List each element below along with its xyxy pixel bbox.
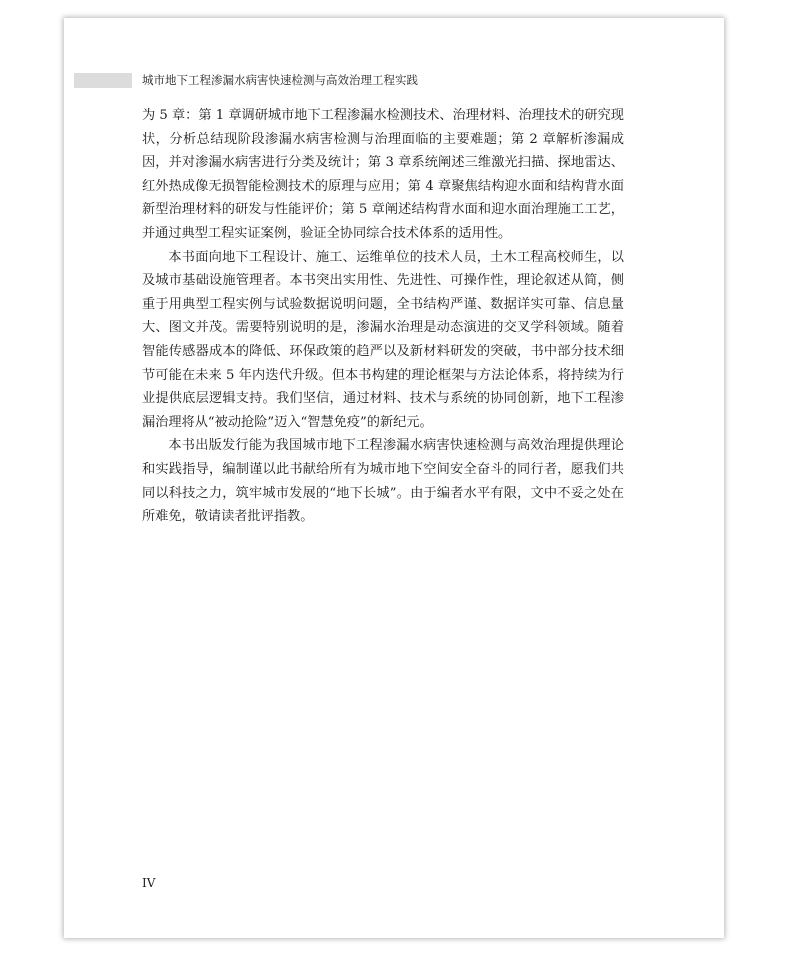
- header-bar: [74, 73, 132, 88]
- page-number: IV: [142, 876, 156, 890]
- paragraph: 本书出版发行能为我国城市地下工程渗漏水病害快速检测与高效治理提供理论和实践指导，编制谨以此书献给所有为城市地下空间安全奋斗的同行者，愿我们共同以科技之力，筑牢城市发展的“地下长城”。由于编者水平有限，文中不妥之处在所难免，敬请读者批评指教。: [142, 438, 624, 525]
- paragraph: 为 5 章：第 1 章调研城市地下工程渗漏水检测技术、治理材料、治理技术的研究现状，分析总结现阶段渗漏水病害检测与治理面临的主要难题；第 2 章解析渗漏成因，并对渗漏水病害进行分类及统计；第 3 章系统阐述三维激光扫描、探地雷达、红外热成像无损智能检测技术的原理与应用；第 4 章聚焦结构迎水面和结构背水面新型治理材料的研发与性能评价；第 5 章阐述结构背水面和迎水面治理施工工艺，并通过典型工程实证案例，验证全协同综合技术体系的适用性。: [142, 108, 624, 241]
- book-page: [64, 18, 724, 938]
- body-text: [142, 104, 624, 529]
- running-header-title: 城市地下工程渗漏水病害快速检测与高效治理工程实践: [142, 73, 418, 87]
- paragraph: 本书面向地下工程设计、施工、运维单位的技术人员，土木工程高校师生，以及城市基础设施管理者。本书突出实用性、先进性、可操作性，理论叙述从简，侧重于用典型工程实例与试验数据说明问题，全书结构严谨、数据详实可靠、信息量大、图文并茂。需要特别说明的是，渗漏水治理是动态演进的交叉学科领域。随着智能传感器成本的降低、环保政策的趋严以及新材料研发的突破，书中部分技术细节可能在未来 5 年内迭代升级。但本书构建的理论框架与方法论体系，将持续为行业提供底层逻辑支持。我们坚信，通过材料、技术与系统的协同创新，地下工程渗漏治理将从“被动抢险”迈入“智慧免疫”的新纪元。: [142, 249, 624, 430]
